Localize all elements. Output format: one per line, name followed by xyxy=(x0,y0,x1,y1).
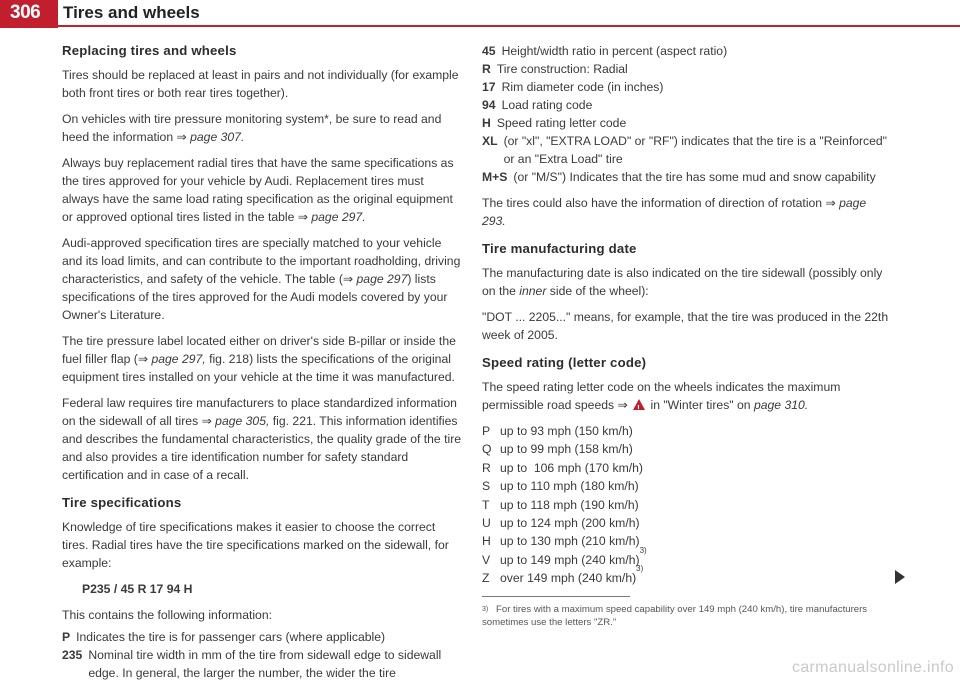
warning-triangle-icon xyxy=(633,399,645,410)
speed-rating-item xyxy=(482,545,892,569)
speed-limit: up to 124 mph (200 km/h) xyxy=(500,516,640,531)
footnote-text: For tires with a maximum speed capability over 149 mph (240 km/h), tire manufacturers sometimes use the letters "ZR." xyxy=(482,604,868,628)
page-reference-link[interactable]: ⇒ page 297 xyxy=(342,272,408,286)
definition-key: 17 xyxy=(482,80,496,94)
definition-key: M+S xyxy=(482,170,508,184)
speed-limit: up to 93 mph (150 km/h) xyxy=(500,424,633,438)
definition-value: (or "xl", "EXTRA LOAD" or "RF") indicates that the tire is a "Reinforced" or an "Extra Load" tire xyxy=(503,134,888,166)
speed-letter: Q xyxy=(482,442,492,457)
speed-letter: V xyxy=(482,552,491,567)
definition-key: P xyxy=(62,630,71,644)
definition-item xyxy=(482,168,892,186)
speed-limit: up to 118 mph (190 km/h) xyxy=(500,497,639,512)
speed-rating-item xyxy=(482,532,892,550)
definition-value: Nominal tire width in mm of the tire from sidewall edge to sidewall edge. In general, the larger the number, the wider the tire xyxy=(88,648,442,680)
definition-item xyxy=(482,132,892,168)
paragraph: On vehicles with tire pressure monitoring system*, be sure to read and heed the information ⇒ page 307. xyxy=(62,112,442,144)
speed-rating-item xyxy=(482,459,892,477)
paragraph: Audi-approved specification tires are specially matched to your vehicle and its load limits, and can contribute to the important roadholding, driving characteristics, and safety of the vehicle. The table (⇒ page 297) lists specifications of the tires approved for the Audi models covered by your Owner's Literature. xyxy=(62,236,461,322)
definition-value: Load rating code xyxy=(501,98,593,112)
definition-item xyxy=(482,96,892,114)
paragraph: The speed rating letter code on the wheels indicates the maximum permissible road speeds ⇒ ! in "Winter tires" on page 310. xyxy=(482,378,892,414)
page-title: Tires and wheels xyxy=(63,3,200,22)
page-reference-link[interactable]: ⇒ page 297. xyxy=(297,210,366,224)
speed-limit: over 149 mph (240 km/h) xyxy=(500,571,637,586)
heading-speed-rating: Speed rating (letter code) xyxy=(482,355,647,370)
speed-rating-item xyxy=(482,477,892,495)
definition-value: Rim diameter code (in inches) xyxy=(501,80,664,94)
speed-rating-item xyxy=(482,514,892,532)
definition-value: Height/width ratio in percent (aspect ratio) xyxy=(501,44,728,58)
left-column xyxy=(62,42,462,690)
speed-limit: up to 110 mph (180 km/h) xyxy=(500,479,639,494)
speed-letter: T xyxy=(482,497,490,512)
heading-manufacturing-date: Tire manufacturing date xyxy=(482,241,637,256)
definition-item xyxy=(482,114,892,132)
speed-letter: U xyxy=(482,516,491,531)
definition-value: (or "M/S") Indicates that the tire has some mud and snow capability xyxy=(513,170,876,184)
tire-spec-example: P235 / 45 R 17 94 H xyxy=(82,582,193,596)
paragraph: This contains the following information: xyxy=(62,608,273,622)
paragraph: The tire pressure label located either on driver's side B-pillar or inside the fuel filler flap (⇒ page 297, fig. 218) lists the specifications of the original equipment tires installed on your vehicle at the time it was manufactured. xyxy=(62,334,456,384)
page-number: 306 xyxy=(10,2,41,23)
heading-tire-specifications: Tire specifications xyxy=(62,495,182,510)
paragraph: Federal law requires tire manufacturers to place standardized information on the sidewall of all tires ⇒ page 305, fig. 221. This information identifies and describes the fundamental characteristics, the quality grade of the tire and also provides a tire identification number for safety standard certification and in case of a recall. xyxy=(62,396,462,482)
footnote-marker: 3) xyxy=(639,545,647,555)
definition-item xyxy=(482,42,892,60)
speed-limit: up to 106 mph (170 km/h) xyxy=(500,460,643,475)
continue-arrow-icon[interactable] xyxy=(895,570,905,584)
footnote-marker: 3) xyxy=(482,606,489,613)
footnote-marker: 3) xyxy=(636,564,644,574)
definition-item xyxy=(482,60,892,78)
definition-value: Indicates the tire is for passenger cars (where applicable) xyxy=(76,630,386,644)
definition-key: XL xyxy=(482,134,498,148)
page-reference-link[interactable]: page 310. xyxy=(753,398,809,412)
right-column xyxy=(482,42,892,588)
paragraph: "DOT ... 2205..." means, for example, that the tire was produced in the 22th week of 2005. xyxy=(482,310,889,342)
footnote-rule xyxy=(482,596,630,597)
speed-rating-item xyxy=(482,440,892,458)
definition-key: 94 xyxy=(482,98,496,112)
definition-value: Speed rating letter code xyxy=(496,116,627,130)
definition-key: 45 xyxy=(482,44,496,58)
paragraph: Always buy replacement radial tires that have the same specifications as the tires approved for your vehicle by Audi. Replacement tires must always have the same load rating specification as the original equipment or approved optional tires listed in the table ⇒ page 297. xyxy=(62,156,454,224)
definition-key: R xyxy=(482,62,491,76)
speed-letter: P xyxy=(482,424,491,438)
page-reference-link[interactable]: ⇒ page 293. xyxy=(482,196,867,228)
definition-value: Tire construction: Radial xyxy=(496,62,628,76)
definition-list xyxy=(62,628,462,682)
header-rule xyxy=(58,25,960,27)
speed-letter: Z xyxy=(482,571,490,586)
definition-key: H xyxy=(482,116,491,130)
page-number-tab xyxy=(0,0,58,28)
definition-item xyxy=(62,628,462,646)
heading-replacing-tires: Replacing tires and wheels xyxy=(62,43,237,58)
definition-key: 235 xyxy=(62,648,83,662)
speed-rating-item xyxy=(482,422,892,440)
speed-rating-list xyxy=(482,422,892,588)
page-reference-link[interactable]: ⇒ page 297, xyxy=(137,352,206,366)
definition-item xyxy=(62,646,462,682)
speed-rating-item xyxy=(482,496,892,514)
page-reference-link[interactable]: ⇒ page 305, xyxy=(201,414,270,428)
paragraph: The tires could also have the information of direction of rotation ⇒ page 293. xyxy=(482,196,867,228)
speed-letter: S xyxy=(482,479,491,494)
speed-limit: up to 130 mph (210 km/h) xyxy=(500,534,640,549)
speed-letter: H xyxy=(482,534,491,549)
paragraph: Tires should be replaced at least in pairs and not individually (for example both front tires or both rear tires together). xyxy=(62,68,459,100)
speed-limit: up to 149 mph (240 km/h) xyxy=(500,552,640,567)
watermark: carmanualsonline.info xyxy=(792,659,954,676)
footnote xyxy=(482,604,897,629)
paragraph: Knowledge of tire specifications makes it easier to choose the correct tires. Radial tires have the tire specifications marked on the sidewall, for example: xyxy=(62,520,449,570)
page-reference-link[interactable]: ⇒ page 307. xyxy=(176,130,245,144)
definition-item xyxy=(482,78,892,96)
definition-list xyxy=(482,42,892,186)
speed-rating-item xyxy=(482,564,892,587)
speed-letter: R xyxy=(482,460,491,475)
speed-limit: up to 99 mph (158 km/h) xyxy=(500,442,633,457)
paragraph: The manufacturing date is also indicated on the tire sidewall (possibly only on the inner side of the wheel): xyxy=(482,266,883,298)
